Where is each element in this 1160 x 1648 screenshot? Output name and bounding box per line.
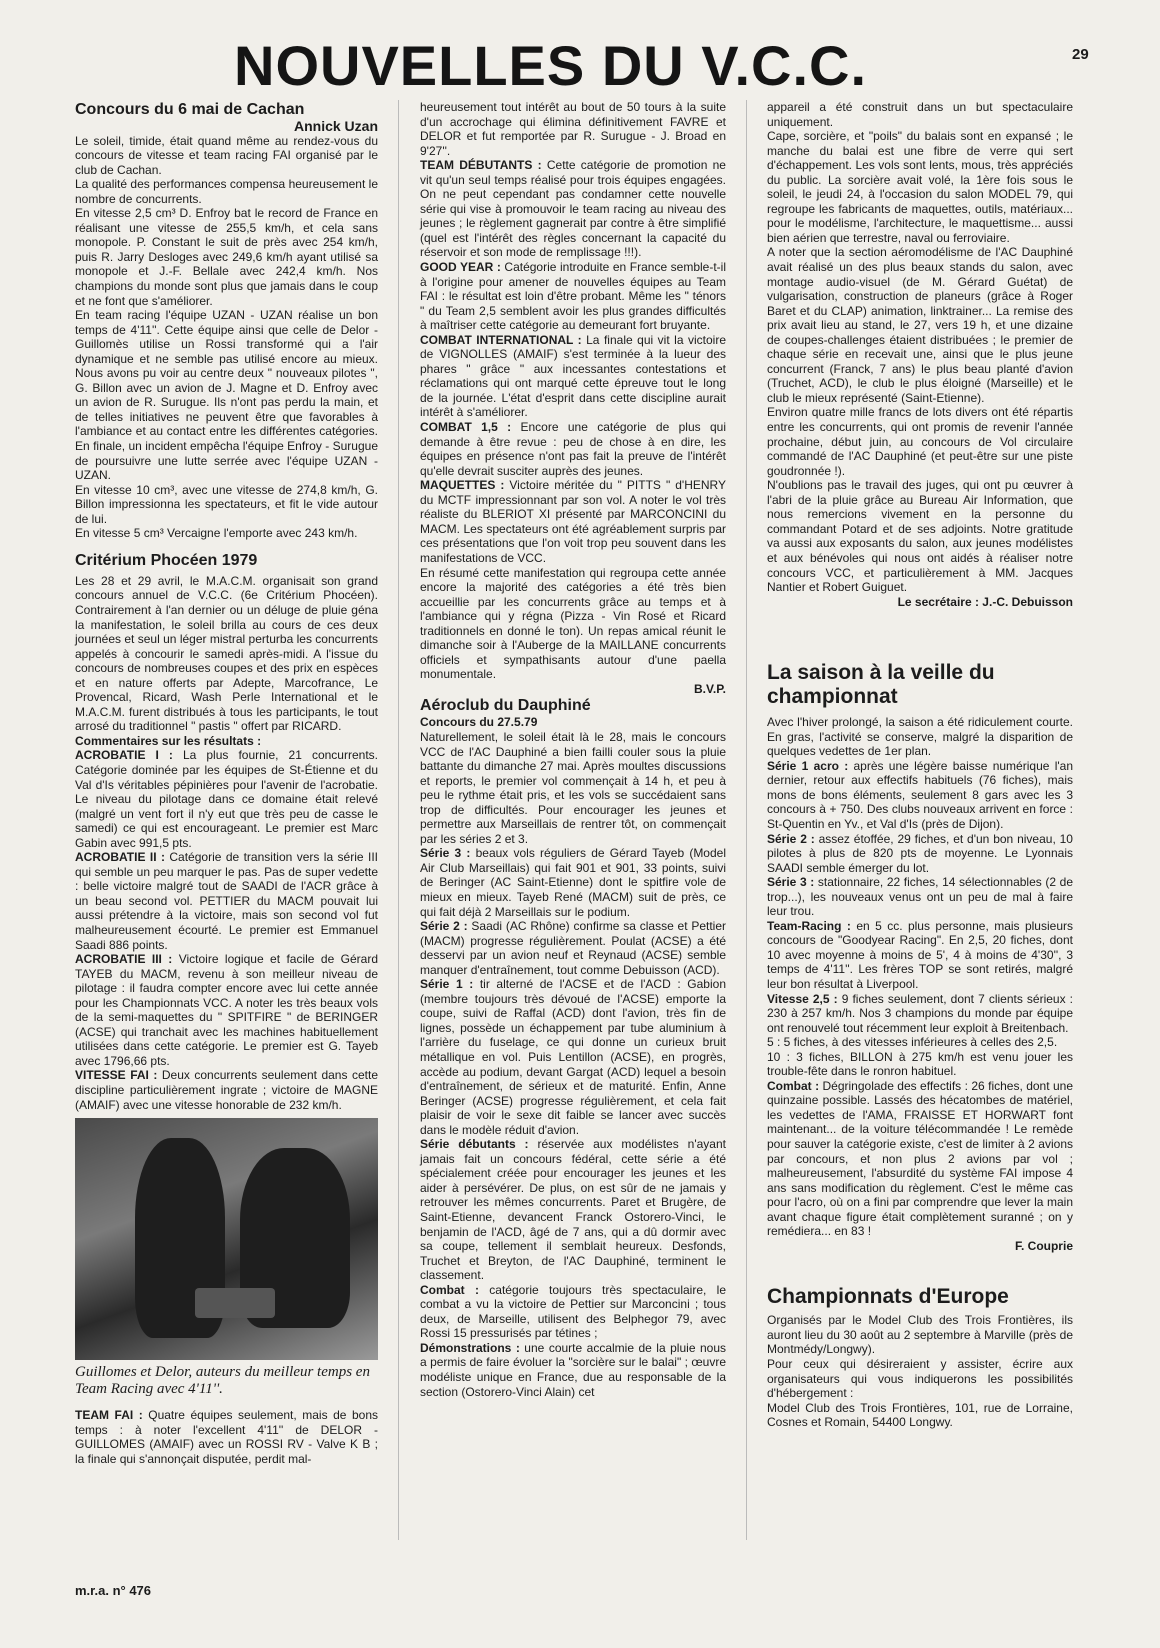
- category-label: Combat :: [767, 1078, 820, 1093]
- paragraph: Organisés par le Model Club des Trois Frontières, ils auront lieu du 30 août au 2 septembre à Marville (près de Montmédy/Longwy).: [767, 1313, 1073, 1357]
- article-signature: Le secrétaire : J.-C. Debuisson: [897, 594, 1073, 609]
- category-label: Série 1 acro :: [767, 758, 849, 773]
- paragraph: Le soleil, timide, était quand même au rendez-vous du concours de vitesse et team racing FAI organisé par le club de Cachan.: [75, 133, 378, 177]
- paragraph: N'oublions pas le travail des juges, qui ont pu œuvrer à l'abri de la pluie grâce au Bureau Air Information, que nous remercions vivement en la personne du commandant Potard et de ses adjoints. Notre gratitude va aussi aux exposants du salon, aux jeunes modélistes et aux bénévoles qui nous ont aidés à réaliser notre concours VCC, et particulièrement à MM. Jacques Nantier et Robert Guiguet.: [767, 478, 1073, 595]
- paragraph: MAQUETTES : Victoire méritée du " PITTS " d'HENRY du MCTF impressionnant par son vol. A noter le vol très réaliste du BLERIOT XI présenté par MARCONCINI du MACM. Les spectateurs ont été agréablement surpris par ces présentations que l'on voit trop peu souvent dans les manifestations de VCC.: [420, 478, 726, 565]
- paragraph: Environ quatre mille francs de lots divers ont été répartis entre les concurrents, qui ont promis de revenir l'année prochaine, début juin, au concours de Vol circulaire commandé de l'AC Dauphiné (et peut-être sur une piste goudronnée !).: [767, 405, 1073, 478]
- page-headline: NOUVELLES DU V.C.C.: [234, 34, 868, 97]
- article-subtitle: Concours du 27.5.79: [420, 715, 538, 730]
- paragraph: Série 2 : assez étoffée, 29 fiches, et d'un bon niveau, 10 pilotes à plus de 820 pts de moyenne. Le Lyonnais SAADI semble émerger du lot.: [767, 831, 1073, 875]
- paragraph: Combat : catégorie toujours très spectaculaire, le combat a vu la victoire de Pettier sur Marconcini ; tous deux, de Marseille, utilisent des Belphegor 79, avec Rossi 15 pressurisés par tétines ;: [420, 1282, 727, 1341]
- issue-footer: m.r.a. n° 476: [75, 1583, 152, 1598]
- paragraph: En résumé cette manifestation qui regroupa cette année encore la majorité des catégories a été très bien accueillie par les concurrents grâce au temps et à l'ambiance qui y régna (Pizza - Vin Rosé et Ricard traditionnels en donné le ton). Un repas amical réunit le dimanche soir à l'Auberge de la MAILLANE concurrents officiels et sympathisants autour d'une paella monumentale.: [420, 565, 726, 682]
- article-signature: F. Couprie: [1014, 1238, 1073, 1253]
- column-3: [767, 100, 1073, 1430]
- column-divider: [746, 100, 747, 1540]
- paragraph: ACROBATIE I : La plus fournie, 21 concurrents. Catégorie dominée par les équipes de St-Étienne et du Val d'Is véritables pépinières pour l'avenir de l'acrobatie. Le niveau du pilotage dans ce domaine était relevé (malgré un vent fort il n'y eut que très peu de casse le samedi) ce qui est encourageant. Le premier est Marc Gabin avec 991,5 pts.: [75, 748, 378, 850]
- paragraph: Série 3 : beaux vols réguliers de Gérard Tayeb (Model Air Club Marseillais) qui fait 901 et 901, 33 points, suivi de Beringer (AC Saint-Etienne) dont le spitfire vole de mieux en mieux. Tayeb René (MACM) suit de près, ce qui fait déjà 2 Marseillais sur le podium.: [420, 846, 726, 919]
- paragraph: VITESSE FAI : Deux concurrents seulement dans cette discipline particulièrement ingrate ; victoire de MAGNE (AMAIF) avec une vitesse honorable de 232 km/h.: [75, 1068, 378, 1112]
- category-label: Série 2 :: [767, 831, 815, 846]
- paragraph: TEAM FAI : Quatre équipes seulement, mais de bons temps : à noter l'excellent 4'11'' de DELOR - GUILLOMES (AMAIF) avec un ROSSI RV - Valve K B ; la finale qui s'annonçait disputée, perdit mal-: [75, 1408, 378, 1466]
- category-label: Combat :: [420, 1282, 479, 1297]
- article-author: Annick Uzan: [293, 118, 378, 134]
- category-label: COMBAT INTERNATIONAL :: [420, 332, 582, 347]
- paragraph: Vitesse 2,5 : 9 fiches seulement, dont 7 clients sérieux : 230 à 257 km/h. Nos 3 champions du monde par équipe ont renouvelé tout récemment leur exploit à Breitenbach.: [767, 991, 1073, 1035]
- category-label: TEAM DÉBUTANTS :: [420, 158, 542, 173]
- subheading: Commentaires sur les résultats :: [75, 733, 262, 748]
- paragraph: Série 1 : tir alterné de l'ACSE et de l'ACD : Gabion (membre toujours très dévoué de l'ACSE) emporte la coupe, suivi de Raffal (ACD) dont l'avion, très fin de lignes, possède un échappement par tube aluminium à l'arrière du fuselage, ce qui donne un curieux bruit métallique en vol. Puis Lentillon (ACSE), en progrès, accède au podium, devant Gargat (ACD) lequel a besoin d'entraînement, de sérieux et de maturité. Enfin, Anne Beringer (ACSE) progresse régulièrement, et cela fait plaisir de voir le sexe dit faible se lancer avec succès dans le modèle réduit d'avion.: [420, 977, 726, 1137]
- paragraph: 5 : 5 fiches, à des vitesses inférieures à celles des 2,5.: [767, 1035, 1058, 1050]
- paragraph: Combat : Dégringolade des effectifs : 26 fiches, dont une quinzaine possible. Lassés des hécatombes de matériel, les vedettes de l'AMA, FRAISSE ET HORWART font maintenant... de la voiture télécommandée ! Le remède pour sauver la catégorie existe, c'est de limiter à 2 avions par concours, et non plus 2 avions par vol ; malheureusement, l'absurdité du système FAI impose 4 ans sans modification du règlement. C'est le même cas pour l'acro, où on a fini par comprendre que lever la main avant chaque figure était complètement suranné ; on y remédiera... en 83 !: [767, 1078, 1073, 1239]
- paragraph: Démonstrations : une courte accalmie de la pluie nous a permis de faire évoluer la "sorcière sur le balai" ; œuvre modéliste unique en France, due au responsable de la section (Ostorero-Vinci Alain) cet: [420, 1340, 726, 1399]
- team-racing-photo: [75, 1118, 378, 1360]
- paragraph: La qualité des performances compensa heureusement le nombre de concurrents.: [75, 177, 378, 206]
- paragraph: appareil a été construit dans un but spectaculaire uniquement.: [767, 100, 1073, 129]
- paragraph: En vitesse 2,5 cm³ D. Enfroy bat le record de France en réalisant une vitesse de 255,5 km/h, et cela sans monopole. P. Constant le suit de près avec 254 km/h, puis R. Jarry Desloges avec 249,6 km/h ayant utilisé sa monopole et J.-F. Bellale avec 242,4 km/h. Nos champions du monde sont plus que jamais dans le coup et ne font que s'améliorer.: [75, 206, 378, 308]
- category-label: COMBAT 1,5 :: [420, 420, 512, 435]
- article-title-cachan: Concours du 6 mai de Cachan: [75, 101, 305, 118]
- article-signature: B.V.P.: [693, 681, 726, 696]
- paragraph: Série débutants : réservée aux modélistes n'ayant jamais fait un concours fédéral, cette série a été spécialement créée pour encourager les jeunes et les aider à persévérer. De plus, on est sûr de ne jamais y retrouver les mêmes concurrents. Paret et Brugère, de Saint-Etienne, devancent Franck Ostorero-Vinci, le benjamin de l'ACD, âgé de 7 ans, qui a dû dormir avec sa coupe, tellement il semblait heureux. Desfonds, Truchet et Breyton, de l'AC Dauphiné, terminent le classement.: [420, 1137, 726, 1283]
- paragraph: En vitesse 5 cm³ Vercaigne l'emporte avec 243 km/h.: [75, 526, 358, 541]
- article-title-phoceen: Critérium Phocéen 1979: [75, 551, 258, 569]
- category-label: ACROBATIE III :: [75, 952, 173, 967]
- category-label: Série 1 :: [420, 977, 474, 992]
- paragraph: Cape, sorcière, et "poils" du balais sont en expansé ; le manche du balai est une fibre de verre qui sert d'échappement. Les vols sont lents, mous, très appréciés du public. La sorcière avait volé, la 1ère fois sous le soleil, le jeudi 24, à l'occasion du salon MODEL 79, qui regroupe les fabricants de maquettes, outils, matériaux... pour le modélisme, l'architecture, le maquettisme... aussi bien aérien que terrestre, naval ou ferroviaire.: [767, 129, 1073, 245]
- paragraph: Avec l'hiver prolongé, la saison a été ridiculement courte. En gras, l'activité se conserve, malgré la disparition de quelques vedettes de 1er plan.: [767, 715, 1073, 759]
- article-title-saison: La saison à la veille du championnat: [767, 661, 995, 709]
- column-1: [75, 100, 378, 1466]
- paragraph: ACROBATIE III : Victoire logique et facile de Gérard TAYEB du MACM, revenu à son meilleur niveau de pilotage : il faudra compter encore avec lui cette année pour les Championnats VCC. A noter les très beaux vols de la semi-maquettes du " SPITFIRE " de BERINGER (ACSE) qui tranchait avec les machines habituellement utilisées dans cette catégorie. Le premier est G. Tayeb avec 1796,66 pts.: [75, 952, 379, 1068]
- paragraph: Série 1 acro : après une légère baisse numérique l'an dernier, retour aux effectifs habituels (76 fiches), mais mons de bons éléments, seulement 8 gars avec les 3 concours à + 750. Des clubs nouveaux arrivent en force : St-Quentin en Yv., et Val d'Is (près de Dijon).: [767, 758, 1074, 831]
- category-label: ACROBATIE II :: [75, 850, 165, 865]
- paragraph: ACROBATIE II : Catégorie de transition vers la série III qui semble un peu marquer le pas. Pas de super vedette : belle victoire malgré tout de SAADI de l'ACR grâce à un beau second vol. PETTIER du MACM pouvait lui aussi prétendre à la victoire, mais son second vol fut malheureusement écourté. Le premier est Emmanuel Saadi 886 points.: [75, 850, 378, 952]
- column-2: [420, 100, 726, 1399]
- page-number: 29: [1072, 46, 1089, 63]
- category-label: Série 2 :: [420, 919, 468, 934]
- paragraph: heureusement tout intérêt au bout de 50 tours à la suite d'un accrochage qui élimina définitivement FAVRE et DELOR et fut remportée par R. Surugue - J. Broad en 9'27''.: [420, 100, 726, 158]
- category-label: Team-Racing :: [767, 918, 851, 933]
- category-label: Vitesse 2,5 :: [767, 991, 838, 1006]
- article-title-dauphine: Aéroclub du Dauphiné: [420, 697, 591, 715]
- category-label: Série 3 :: [767, 875, 815, 890]
- category-label: Série débutants :: [420, 1137, 529, 1152]
- paragraph: COMBAT INTERNATIONAL : La finale qui vit la victoire de VIGNOLLES (AMAIF) s'est terminée à la lueur des phares " grâce " aux incessantes contestations et réclamations qui ont marqué cette épreuve tout le long de la journée. L'état d'esprit dans cette discipline aurait intérêt à s'améliorer.: [420, 332, 726, 420]
- paragraph: Model Club des Trois Frontières, 101, rue de Lorraine, Cosnes et Romain, 54400 Longwy.: [767, 1400, 1073, 1430]
- category-label: GOOD YEAR :: [420, 260, 501, 275]
- column-divider: [398, 100, 399, 1540]
- paragraph: A noter que la section aéromodélisme de l'AC Dauphiné avait réalisé un des plus beaux stands du salon, avec montage audio-visuel (de M. Gérard Guétat) de vulgarisation, construction de planeurs (grâce à Roger Baret et du CLAP) animation, linktrainer... La remise des prix avait lieu au stand, le 27, vers 19 h, et une dizaine de coupes-challenges étaient distribuées ; le premier de chaque série en recevait une, ainsi que le plus jeune concurrent (Franck, 7 ans) le plus beau planté d'avion (Truchet, ACD), le club le plus éloigné (Marseille) et le club le mieux représenté (Saint-Etienne).: [767, 245, 1073, 405]
- paragraph: Pour ceux qui désireraient y assister, écrire aux organisateurs qui vous indiquerons les possibilités d'hébergement :: [767, 1357, 1073, 1401]
- paragraph: 10 : 3 fiches, BILLON à 275 km/h est venu jouer les trouble-fête dans le ronron habituel.: [767, 1049, 1073, 1079]
- category-label: Série 3 :: [420, 846, 471, 861]
- paragraph: TEAM DÉBUTANTS : Cette catégorie de promotion ne vit qu'un seul temps réalisé pour trois équipes engagées. On ne peut cependant pas condamner cette nouvelle série qui vise à promouvoir le team racing au niveau des jeunes ; le règlement gagnerait par contre à être simplifié (quel est l'intérêt des règles concernant la capacité du réservoir et son mode de remplissage !!!).: [420, 158, 726, 260]
- category-label: Démonstrations :: [420, 1340, 520, 1355]
- paragraph: Les 28 et 29 avril, le M.A.C.M. organisait son grand concours annuel de V.C.C. (6e Critérium Phocéen). Contrairement à l'an dernier ou un déluge de pluie géna la manifestation, le soleil brilla au cours de ces deux journées et seul un léger mistral perturba les concurrents appelés à concourir le samedi après-midi. A l'issue du concours de nombreuses coupes et des prix en espèces et en nature offerts par Adepte, Marcofrance, Le Provencal, Ricard, Wash Perle International et le M.A.C.M. furent distribués à tous les participants, le tout arrosé du traditionnel " pastis " offert par RICARD.: [75, 573, 378, 734]
- paragraph: Série 3 : stationnaire, 22 fiches, 14 sélectionnables (2 de trop...), les nouveaux venus ont un peu de mal à faire leur trou.: [767, 875, 1073, 919]
- paragraph: En team racing l'équipe UZAN - UZAN réalise un bon temps de 4'11''. Cette équipe ainsi que celle de Delor - Guillomès utilise un Rossi transformé qui a l'air dynamique et ne semble pas utilisé encore au mieux. Nous avons pu voir au centre deux " nouveaux pilotes ", G. Billon avec un avion de J. Magne et D. Enfroy avec un avion de R. Surugue. Ils n'ont pas perdu la main, et de telles initiatives ne peuvent être que favorables à l'ambiance et au contact entre les différentes catégories. En finale, un incident empêcha l'équipe Enfroy - Surugue de poursuivre une lutte serrée avec l'équipe UZAN - UZAN.: [75, 308, 378, 483]
- category-label: MAQUETTES :: [420, 478, 505, 493]
- paragraph: COMBAT 1,5 : Encore une catégorie de plus qui demande à être revue : peu de chose à en dire, les équipes en présence n'ont pas fait la preuve de l'intérêt qu'elle devrait susciter auprès des jeunes.: [420, 420, 726, 478]
- article-title-europe: Championnats d'Europe: [767, 1285, 1009, 1309]
- paragraph: Série 2 : Saadi (AC Rhône) confirme sa classe et Pettier (MACM) progresse régulièrement. Poulat (ACSE) a été desservi par un avion neuf et Reynaud (ACSE) semble manquer d'entraînement, tout comme Debuisson (ACD).: [420, 919, 726, 977]
- paragraph: Naturellement, le soleil était là le 28, mais le concours VCC de l'AC Dauphiné a bien failli couler sous la pluie battante du dimanche 27 mai. Après moultes discussions et reports, le premier vol commençait à 14 h, et peu à peu le rythme était pris, et les vols se succédaient sans trop de difficultés. Pour encourager les jeunes et permettre aux Marseillais de rentrer tôt, on commençait par les séries 2 et 3.: [420, 729, 726, 846]
- photo-caption: Guillomes et Delor, auteurs du meilleur temps en Team Racing avec 4'11''.: [75, 1364, 370, 1398]
- category-label: TEAM FAI :: [75, 1408, 143, 1423]
- category-label: VITESSE FAI :: [75, 1068, 158, 1083]
- paragraph: En vitesse 10 cm³, avec une vitesse de 274,8 km/h, G. Billon impressionna les spectateurs, et fit le vide autour de lui.: [75, 482, 378, 526]
- category-label: ACROBATIE I :: [75, 748, 173, 763]
- paragraph: Team-Racing : en 5 cc. plus personne, mais plusieurs concours de "Goodyear Racing". En 2,5, 20 fiches, dont 10 avec moyenne à moins de 5', 4 à moins de 4'30'', 3 temps de 4'11''. Les frères TOP se sont retirés, malgré leur bon résultat à Liverpool.: [767, 918, 1073, 991]
- paragraph: GOOD YEAR : Catégorie introduite en France semble-t-il à l'origine pour amener de nouvelles équipes au Team FAI : le résultat est loin d'être probant. Même les " ténors " du Team 2,5 semblent avoir les plus grandes difficultés à maîtriser cette catégorie au demeurant fort bruyante.: [420, 260, 726, 333]
